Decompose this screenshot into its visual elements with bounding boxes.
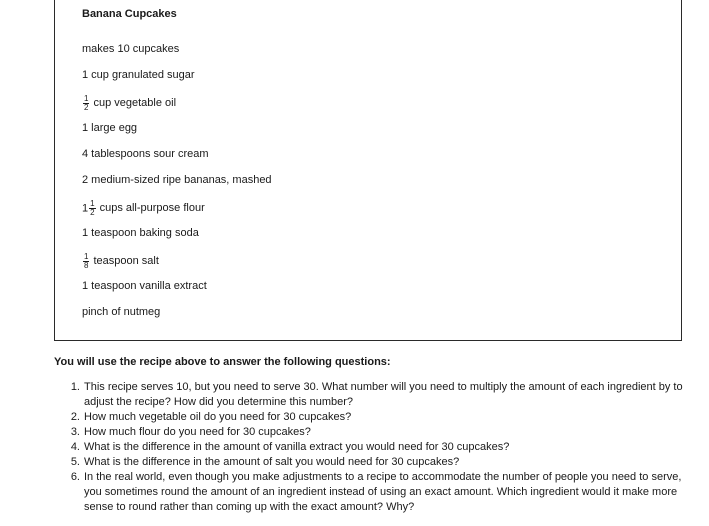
question-item xyxy=(72,425,702,440)
fraction-denominator: 8 xyxy=(84,261,89,270)
ingredient-fraction xyxy=(89,200,95,217)
ingredient-whole: 1 xyxy=(82,202,89,215)
fraction-denominator: 2 xyxy=(84,103,89,112)
recipe-title: Banana Cupcakes xyxy=(82,8,177,20)
ingredient-line xyxy=(82,253,159,270)
ingredient-whole: 1 xyxy=(82,280,89,292)
ingredient-whole: 2 xyxy=(82,174,89,186)
question-text: How much vegetable oil do you need for 30 cupcakes? xyxy=(84,411,352,423)
question-number: 5. xyxy=(70,456,80,468)
ingredient-line xyxy=(82,200,205,217)
ingredient-text: pinch of nutmeg xyxy=(82,306,161,318)
question-text: In the real world, even though you make adjustments to a recipe to accommodate the number of people you need to serve, you sometimes round the amount of an ingredient instead of using an exact amount. Which ingredient would it make more sense to round rather than coming up with the exact amount? Why? xyxy=(84,471,682,513)
question-number: 4. xyxy=(70,441,80,453)
ingredient-text: tablespoons sour cream xyxy=(88,148,209,160)
question-text: How much flour do you need for 30 cupcakes? xyxy=(84,426,311,438)
ingredient-whole: 1 xyxy=(82,227,89,239)
question-item xyxy=(72,440,702,455)
ingredient-text: cup granulated sugar xyxy=(88,69,195,81)
ingredient-text: cup vegetable oil xyxy=(93,97,177,110)
question-text: This recipe serves 10, but you need to serve 30. What number will you need to multiply the amount of each ingredient by to adjust the recipe? How did you determine this number? xyxy=(84,381,683,408)
question-number: 6. xyxy=(70,471,80,483)
ingredient-text: teaspoon salt xyxy=(93,255,159,268)
ingredient-line xyxy=(82,174,272,186)
ingredient-line xyxy=(82,280,207,292)
ingredient-text: large egg xyxy=(88,122,138,134)
question-item xyxy=(72,410,702,425)
ingredient-line xyxy=(82,306,160,318)
question-item xyxy=(72,470,702,515)
ingredient-line xyxy=(82,122,137,134)
ingredient-text: teaspoon vanilla extract xyxy=(88,280,207,292)
ingredient-fraction xyxy=(83,95,89,112)
ingredient-whole: 4 xyxy=(82,148,89,160)
ingredient-line xyxy=(82,69,195,81)
question-item xyxy=(72,380,702,410)
ingredient-line xyxy=(82,95,176,112)
questions-heading: You will use the recipe above to answer the following questions: xyxy=(54,356,391,368)
fraction-denominator: 2 xyxy=(90,208,95,217)
ingredient-whole: 1 xyxy=(82,122,89,134)
question-list xyxy=(54,380,702,515)
question-number: 1. xyxy=(70,381,80,393)
ingredient-line xyxy=(82,148,209,160)
ingredient-whole: 1 xyxy=(82,69,89,81)
fraction-numerator: 1 xyxy=(84,252,89,261)
question-text: What is the difference in the amount of vanilla extract you would need for 30 cupcakes? xyxy=(84,441,510,453)
ingredient-fraction xyxy=(83,253,89,270)
question-item xyxy=(72,455,702,470)
question-text: What is the difference in the amount of salt you would need for 30 cupcakes? xyxy=(84,456,460,468)
question-number: 2. xyxy=(70,411,80,423)
fraction-numerator: 1 xyxy=(84,94,89,103)
ingredient-text: teaspoon baking soda xyxy=(88,227,199,239)
question-number: 3. xyxy=(70,426,80,438)
ingredient-text: medium-sized ripe bananas, mashed xyxy=(88,174,272,186)
ingredient-text: cups all-purpose flour xyxy=(99,202,205,215)
fraction-numerator: 1 xyxy=(90,199,95,208)
recipe-yield: makes 10 cupcakes xyxy=(82,43,180,55)
ingredient-line xyxy=(82,227,199,239)
